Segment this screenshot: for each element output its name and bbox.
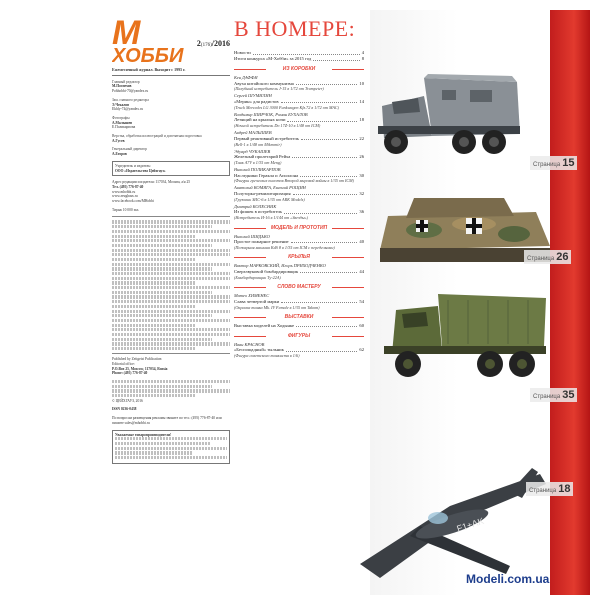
entry-author: Владимир ШИРЧОК, Роман БУХАЛОВ <box>234 111 308 117</box>
entry-title: Из фишек в истребитель <box>234 209 283 215</box>
intro-list <box>234 50 364 62</box>
entry-title: Слава четвертой марки <box>234 298 280 304</box>
entry-note: (Грузовик ЗИС-6 в 1/35 от ARK Models) <box>234 196 305 202</box>
radio-truck-photo <box>372 72 522 162</box>
contents-entry[interactable] <box>234 234 364 251</box>
section-heading: ВЫСТАВКИ <box>234 314 364 320</box>
contents-entry[interactable] <box>234 93 364 110</box>
entry-page: 40 <box>359 239 364 245</box>
entry-author: Андрей МАЛЫШЕВ <box>234 130 272 136</box>
section-heading: СЛОВО МАСТЕРУ <box>234 284 364 290</box>
table-of-contents <box>234 16 364 580</box>
entry-page: 18 <box>359 117 364 123</box>
contents-row[interactable]: Новости 4 <box>234 50 364 55</box>
readers-box: Уважаемые товаропроизводители! <box>112 430 230 464</box>
entry-page: 54 <box>359 298 364 304</box>
staff-block: Зам. главного редактора Э.Чекалов Ekhly-74@yandex.ru <box>112 97 149 112</box>
entry-note: (Танк A7V в 1/35 от Meng) <box>234 159 282 165</box>
entry-author: Эдуард ЧУКАШЕВ <box>234 148 271 154</box>
entry-page: 14 <box>359 98 364 104</box>
page-badge: Страница 15 <box>530 156 577 170</box>
entry-title: «Мерин» для радистов <box>234 98 279 104</box>
contents-entry[interactable] <box>234 293 364 310</box>
entry-note: (Окраска танка Mk. IV Female в 1/35 от Takom) <box>234 304 320 310</box>
contents-entry[interactable] <box>234 263 364 280</box>
entry-title: Авуха китайского коммунизма <box>234 80 294 86</box>
contents-entry[interactable] <box>234 75 364 92</box>
address-block: Адрес редакции и издателя: 117034, Москва, а/я 25 Тел. (495) 776-87-40 www.mhobbi.ru www.zeughaus.ru www.facebook.com/MHobbi <box>112 180 191 204</box>
entry-author: Николай ПОЛИКАРПОВ <box>234 166 281 172</box>
entry-note: (Пожарная машина KdS 8 в 1/35 от ICM с переделками) <box>234 244 335 250</box>
section-heading: ИЗ КОРОБКИ <box>234 66 364 72</box>
contents-entry[interactable] <box>234 149 364 166</box>
photo-strip <box>370 10 590 595</box>
fine-print <box>112 220 230 350</box>
entry-note: (Truck Mercedes LG 3000 Funkwagen Kfz.72 в 1/72 от МАС) <box>234 104 340 110</box>
contents-entry[interactable] <box>234 185 364 202</box>
issue-number: 2(176)/2016 <box>196 39 230 48</box>
divider <box>112 216 230 217</box>
page-badge: Страница 26 <box>524 250 571 264</box>
entry-author: Кен ДАФФИ <box>234 75 258 80</box>
zis-truck-photo <box>378 280 548 390</box>
imprint-column <box>112 20 230 590</box>
contents-row[interactable]: Итоги конкурса «М-Хобби» за 2015 год 8 <box>234 56 364 61</box>
section-heading: КРЫЛЬЯ <box>234 254 364 260</box>
entry-page: 32 <box>359 190 364 196</box>
entry-title: Наследники Геракла и Аполлона <box>234 172 299 178</box>
logo-letter: М <box>112 20 142 52</box>
entry-author: Анатолий КОМЯГА, Евгений РОЩИН <box>234 185 306 191</box>
entry-author: Иван КРАСНОВ <box>234 341 265 347</box>
contents-entry[interactable] <box>234 204 364 221</box>
staff-block: Фотографы А.Малышев Е.Поликарпова <box>112 115 136 130</box>
entry-title: «Беспощадный» тыльник <box>234 347 284 353</box>
staff-list <box>112 80 230 157</box>
contents-entry[interactable] <box>234 342 364 359</box>
print-run: Тираж 10 000 экз. <box>112 207 140 212</box>
entry-page: 26 <box>359 154 364 160</box>
entry-page: 22 <box>359 135 364 141</box>
entry-page: 62 <box>359 347 364 353</box>
logo-word: ХОББИ <box>112 45 184 67</box>
red-side-bar <box>550 10 590 595</box>
contents-entry[interactable] <box>234 112 364 129</box>
issn: ISSN 0236-0438 <box>112 407 137 412</box>
ad-note: По вопросам размещения рекламы звоните по тел.: (495) 776-87-40 или пишите sales@mhobbi.ru <box>112 416 222 425</box>
entry-page: 10 <box>359 80 364 86</box>
entry-author: Дмитрий КОЛЕСНИК <box>234 203 277 209</box>
aircraft-code: F1+AK <box>455 515 486 534</box>
entry-page: 60 <box>359 322 364 328</box>
entry-author: Николай ШИДЬКО <box>234 233 270 239</box>
contents-entry[interactable] <box>234 130 364 147</box>
entry-note: (Ночной истребитель Do 17Z-10 в 1/48 от ICM) <box>234 123 321 129</box>
entry-note: (Фигура советского танкиста в 1/6) <box>234 353 300 359</box>
contents-title: В НОМЕРЕ: <box>234 16 356 41</box>
staff-block: Главный редактор М.Поспехов Pohhobbi-70@yandex.ru <box>112 79 149 94</box>
entry-title: Простое пожарное решение <box>234 239 289 245</box>
entry-note: (Фигуры греческих пилотов Второй мировой войны в 1/35 от ICM) <box>234 178 355 184</box>
entry-author: Сергей ШУМИЛИН <box>234 93 272 99</box>
entry-title: Первый реактивный истребитель <box>234 135 300 141</box>
section-heading: МОДЕЛЬ И ПРОТОТИП <box>234 225 364 231</box>
page-badge: Страница 18 <box>526 482 573 496</box>
entry-title: Выставка моделей на Ходынке <box>234 322 295 328</box>
entry-page: 30 <box>359 172 364 178</box>
entry-title: Сверхзвуковой бомбардировщик <box>234 268 299 274</box>
staff-block: Генеральный директор А.Егоров <box>112 147 147 157</box>
entry-title: Полуторка-ремилитаризация <box>234 190 291 196</box>
english-imprint: Published by Zeitgeist Publication Editorial office: P.O.Box 25, Moscow, 117034, Russia Phone: (495) 776-87-40 <box>112 357 168 376</box>
website-watermark: Modeli.com.ua <box>466 572 550 586</box>
tagline: Ежемесячный журнал. Выходит с 1995 г. <box>112 68 230 76</box>
entry-author: Матео ХИМЕНЕС <box>234 293 270 299</box>
contents-sections <box>234 66 364 359</box>
contents-entry[interactable] <box>234 167 364 184</box>
entry-title: Железный пролетарий Рейха <box>234 154 291 160</box>
section-heading: ФИГУРЫ <box>234 333 364 339</box>
staff-block: Верстка, обработка иллюстраций и допечатная подготовка А.Гусев <box>112 134 202 143</box>
entry-title: Летящий на крыльях ночи <box>234 117 286 123</box>
contents-entry[interactable] <box>234 323 364 329</box>
copyright: © ЦЕЙХГАУЗ, 2016 <box>112 398 143 403</box>
entry-author: Виктор МАРКОВСКИЙ, Игорь ПРИХОДЧЕНКО <box>234 263 326 269</box>
page-badge: Страница 35 <box>530 388 577 402</box>
entry-note: (Бомбардировщик Ту-22А) <box>234 274 281 280</box>
entry-page: 44 <box>359 268 364 274</box>
entry-page: 36 <box>359 209 364 215</box>
entry-note: (Истребитель И-16 в 1/144 от «Звезды») <box>234 215 309 221</box>
entry-note: (Bell-1 в 1/48 от Mikromir) <box>234 141 282 147</box>
entry-note: (Палубный истребитель J-15 в 1/72 от Trumpeter) <box>234 86 324 92</box>
founder-box: Учредитель и издатель: ООО «Издательство Цейхгауз» <box>112 161 230 176</box>
magazine-logo <box>112 20 230 66</box>
